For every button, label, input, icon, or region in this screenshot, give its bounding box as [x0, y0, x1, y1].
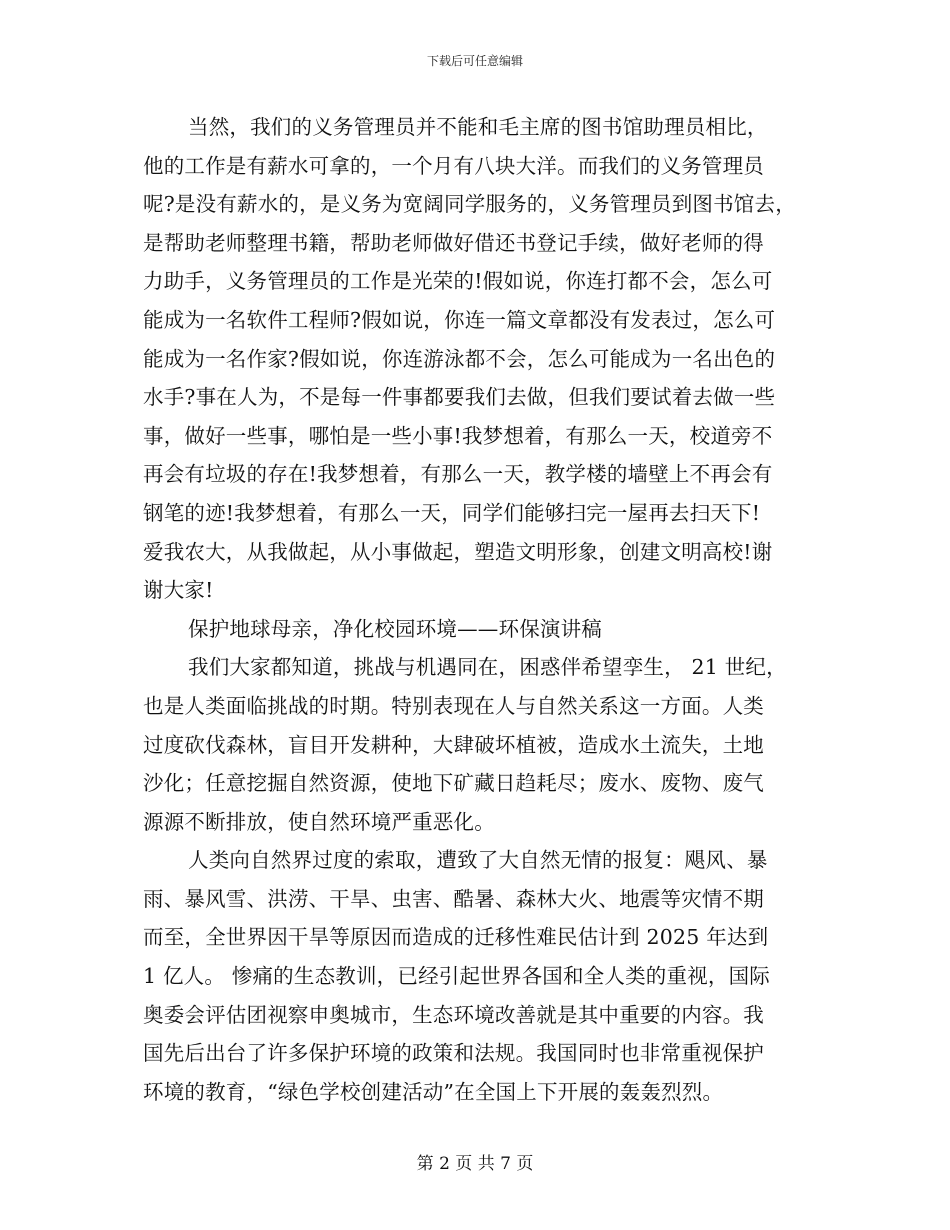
paragraph-line: 沙化；任意挖掘自然资源，使地下矿藏日趋耗尽；废水、废物、废气 — [143, 771, 764, 796]
paragraph-line: 我们大家都知道，挑战与机遇同在，困惑伴希望孪生， 21 世纪， — [188, 655, 787, 680]
paragraph-line: 谢大家! — [143, 578, 214, 603]
paragraph-line: 再会有垃圾的存在!我梦想着，有那么一天，教学楼的墙壁上不再会有 — [143, 462, 773, 487]
paragraph-line: 能成为一名软件工程师?假如说，你连一篇文章都没有发表过，怎么可 — [143, 307, 776, 332]
page-header: 下载后可任意编辑 — [426, 54, 523, 68]
paragraph-line: 国先后出台了许多保护环境的政策和法规。我国同时也非常重视保护 — [143, 1041, 764, 1066]
paragraph-line: 环境的教育，“绿色学校创建活动”在全国上下开展的轰轰烈烈。 — [143, 1079, 724, 1104]
section-title: 保护地球母亲，净化校园环境——环保演讲稿 — [188, 616, 602, 641]
paragraph-line: 力助手，义务管理员的工作是光荣的!假如说，你连打都不会，怎么可 — [143, 269, 773, 294]
paragraph-line: 过度砍伐森林，盲目开发耕种，大肆破坏植被，造成水土流失，土地 — [143, 732, 764, 757]
paragraph-line: 而至，全世界因干旱等原因而造成的迁移性难民估计到 2025 年达到 — [143, 925, 769, 950]
document-body — [143, 108, 833, 1111]
paragraph-line: 爱我农大，从我做起，从小事做起，塑造文明形象，创建文明高校!谢 — [143, 539, 773, 564]
paragraph-line: 奥委会评估团视察申奥城市，生态环境改善就是其中重要的内容。我 — [143, 1002, 764, 1027]
paragraph-line: 也是人类面临挑战的时期。特别表现在人与自然关系这一方面。人类 — [143, 693, 764, 718]
paragraph-line: 源源不断排放，使自然环境严重恶化。 — [143, 809, 495, 834]
paragraph-line: 人类向自然界过度的索取，遭致了大自然无情的报复：飓风、暴 — [188, 848, 768, 873]
paragraph-line: 雨、暴风雪、洪涝、干旱、虫害、酷暑、森林大火、地震等灾情不期 — [143, 886, 764, 911]
paragraph-line: 事，做好一些事，哪怕是一些小事!我梦想着，有那么一天，校道旁不 — [143, 423, 773, 448]
paragraph-line: 1 亿人。 惨痛的生态教训，已经引起世界各国和全人类的重视，国际 — [143, 964, 770, 989]
paragraph-line: 能成为一名作家?假如说，你连游泳都不会，怎么可能成为一名出色的 — [143, 346, 776, 371]
page-number: 第 2 页 共 7 页 — [416, 1154, 534, 1174]
paragraph-line: 水手?事在人为，不是每一件事都要我们去做，但我们要试着去做一些 — [143, 385, 776, 410]
paragraph-line: 钢笔的迹!我梦想着，有那么一天，同学们能够扫完一屋再去扫天下! — [143, 500, 761, 525]
paragraph-line: 他的工作是有薪水可拿的，一个月有八块大洋。而我们的义务管理员 — [143, 153, 764, 178]
paragraph-line: 当然，我们的义务管理员并不能和毛主席的图书馆助理员相比， — [188, 115, 768, 139]
paragraph-line: 是帮助老师整理书籍，帮助老师做好借还书登记手续，做好老师的得 — [143, 230, 764, 255]
paragraph-line: 呢?是没有薪水的，是义务为宽阔同学服务的，义务管理员到图书馆去， — [143, 192, 796, 217]
